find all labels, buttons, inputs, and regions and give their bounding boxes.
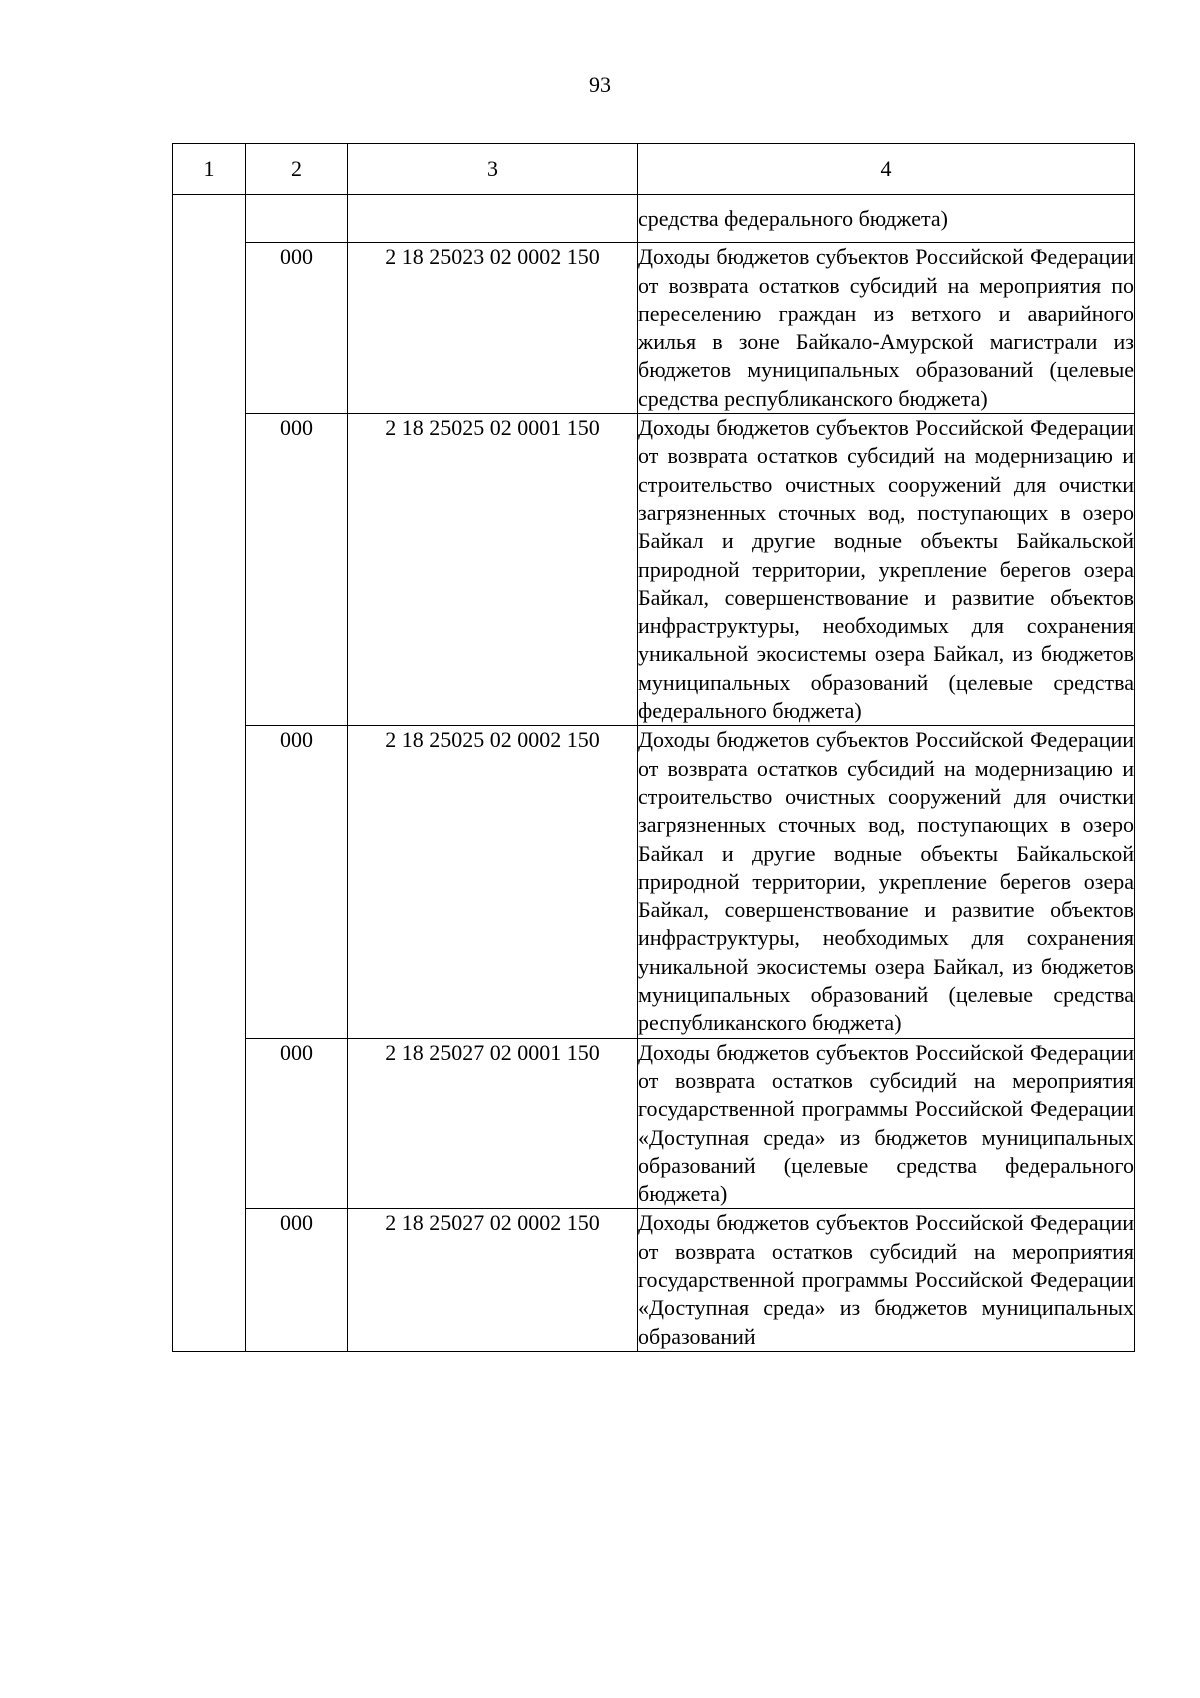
kbk-cell: 2 18 25027 02 0002 150 [348, 1209, 638, 1351]
kbk-cell: 2 18 25027 02 0001 150 [348, 1038, 638, 1209]
table-row [173, 243, 1135, 414]
header-col-1: 1 [173, 144, 246, 195]
merged-col-1-cell [173, 195, 246, 1352]
table-row [173, 1038, 1135, 1209]
budget-table [172, 143, 1135, 1352]
header-col-2: 2 [246, 144, 348, 195]
description-cell: Доходы бюджетов субъектов Российской Федерации от возврата остатков субсидий на мероприятия государственной программы Российской Федерации «Доступная среда» из бюджетов муниципальных образований [638, 1209, 1135, 1351]
kbk-cell: 2 18 25025 02 0001 150 [348, 414, 638, 726]
code-cell [246, 195, 348, 243]
kbk-cell [348, 195, 638, 243]
continuation-description: средства федерального бюджета) [638, 195, 1135, 243]
table-row [173, 1209, 1135, 1351]
kbk-cell: 2 18 25025 02 0002 150 [348, 726, 638, 1038]
code-cell: 000 [246, 1038, 348, 1209]
description-cell: Доходы бюджетов субъектов Российской Федерации от возврата остатков субсидий на мероприятия по переселению граждан из ветхого и аварийного жилья в зоне Байкало-Амурской магистрали из бюджетов муниципальных образований (целевые средства республиканского бюджета) [638, 243, 1135, 414]
description-cell: Доходы бюджетов субъектов Российской Федерации от возврата остатков субсидий на модернизацию и строительство очистных сооружений для очистки загрязненных сточных вод, поступающих в озеро Байкал и другие водные объекты Байкальской природной территории, укрепление берегов озера Байкал, совершенствование и развитие объектов инфраструктуры, необходимых для сохранения уникальной экосистемы озера Байкал, из бюджетов муниципальных образований (целевые средства республиканского бюджета) [638, 726, 1135, 1038]
header-col-3: 3 [348, 144, 638, 195]
description-cell: Доходы бюджетов субъектов Российской Федерации от возврата остатков субсидий на модернизацию и строительство очистных сооружений для очистки загрязненных сточных вод, поступающих в озеро Байкал и другие водные объекты Байкальской природной территории, укрепление берегов озера Байкал, совершенствование и развитие объектов инфраструктуры, необходимых для сохранения уникальной экосистемы озера Байкал, из бюджетов муниципальных образований (целевые средства федерального бюджета) [638, 414, 1135, 726]
header-col-4: 4 [638, 144, 1135, 195]
code-cell: 000 [246, 726, 348, 1038]
continuation-row [173, 195, 1135, 243]
code-cell: 000 [246, 1209, 348, 1351]
kbk-cell: 2 18 25023 02 0002 150 [348, 243, 638, 414]
page-number: 93 [589, 72, 611, 97]
header-row [173, 144, 1135, 195]
code-cell: 000 [246, 414, 348, 726]
description-cell: Доходы бюджетов субъектов Российской Федерации от возврата остатков субсидий на мероприятия государственной программы Российской Федерации «Доступная среда» из бюджетов муниципальных образований (целевые средства федерального бюджета) [638, 1038, 1135, 1209]
code-cell: 000 [246, 243, 348, 414]
table-row [173, 726, 1135, 1038]
table-row [173, 414, 1135, 726]
